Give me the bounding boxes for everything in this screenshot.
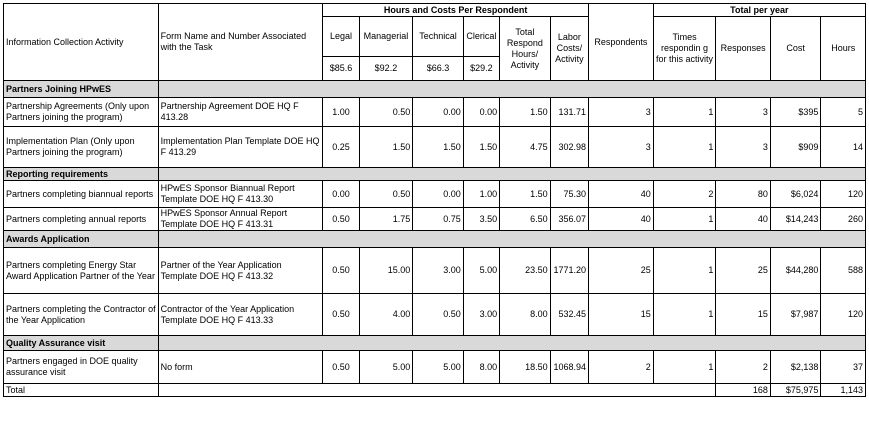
form-cell: HPwES Sponsor Biannual Report Template DOE HQ F 413.30	[158, 181, 323, 208]
hours-cell: 120	[821, 294, 866, 336]
section-row	[4, 336, 866, 351]
rate-managerial: $92.2	[359, 57, 413, 81]
technical-cell: 0.00	[413, 98, 464, 127]
responses-cell: 80	[716, 181, 771, 208]
managerial-cell: 1.50	[359, 127, 413, 168]
respondents-cell: 25	[589, 248, 654, 294]
activity-cell: Partners engaged in DOE quality assurance visit	[4, 351, 159, 384]
legal-cell: 0.50	[323, 351, 359, 384]
clerical-cell: 1.00	[463, 181, 499, 208]
respondents-cell: 40	[589, 208, 654, 231]
cost-cell: $6,024	[770, 181, 821, 208]
respondents-cell: 3	[589, 98, 654, 127]
cost-cell: $2,138	[770, 351, 821, 384]
table-row	[4, 98, 866, 127]
header-technical: Technical	[413, 17, 464, 57]
section-row	[4, 81, 866, 98]
header-total-hours: Total Respond Hours/ Activity	[500, 17, 551, 81]
total-hours-cell: 8.00	[500, 294, 551, 336]
total-hours-cell: 4.75	[500, 127, 551, 168]
table-row	[4, 351, 866, 384]
rate-technical: $66.3	[413, 57, 464, 81]
total-hours-cell: 18.50	[500, 351, 551, 384]
header-activity: Information Collection Activity	[4, 4, 159, 81]
section-title: Awards Application	[4, 231, 159, 248]
form-cell: HPwES Sponsor Annual Report Template DOE HQ F 413.31	[158, 208, 323, 231]
form-cell: Partner of the Year Application Template DOE HQ F 413.32	[158, 248, 323, 294]
responses-cell: 3	[716, 98, 771, 127]
section-title: Partners Joining HPwES	[4, 81, 159, 98]
section-fill	[158, 168, 865, 181]
legal-cell: 0.25	[323, 127, 359, 168]
section-title: Reporting requirements	[4, 168, 159, 181]
respondents-cell: 40	[589, 181, 654, 208]
activity-cell: Partnership Agreements (Only upon Partners joining the program)	[4, 98, 159, 127]
legal-cell: 0.50	[323, 294, 359, 336]
total-hours-cell: 6.50	[500, 208, 551, 231]
section-row	[4, 168, 866, 181]
total-hours-cell: 1.50	[500, 181, 551, 208]
hours-cell: 5	[821, 98, 866, 127]
technical-cell: 0.00	[413, 181, 464, 208]
total-gap	[158, 384, 716, 397]
legal-cell: 1.00	[323, 98, 359, 127]
responses-cell: 3	[716, 127, 771, 168]
cost-cell: $44,280	[770, 248, 821, 294]
hours-cell: 588	[821, 248, 866, 294]
technical-cell: 5.00	[413, 351, 464, 384]
responses-cell: 15	[716, 294, 771, 336]
header-labor-costs: Labor Costs/ Activity	[550, 17, 588, 81]
cost-cell: $7,987	[770, 294, 821, 336]
table-row	[4, 294, 866, 336]
times-cell: 1	[653, 351, 716, 384]
header-times: Times respondin g for this activity	[653, 17, 716, 81]
burden-table	[3, 3, 866, 397]
respondents-cell: 15	[589, 294, 654, 336]
table-row	[4, 208, 866, 231]
clerical-cell: 3.00	[463, 294, 499, 336]
times-cell: 1	[653, 98, 716, 127]
total-hours-cell: 23.50	[500, 248, 551, 294]
activity-cell: Implementation Plan (Only upon Partners joining the program)	[4, 127, 159, 168]
managerial-cell: 0.50	[359, 98, 413, 127]
times-cell: 2	[653, 181, 716, 208]
technical-cell: 0.50	[413, 294, 464, 336]
clerical-cell: 1.50	[463, 127, 499, 168]
table-row	[4, 127, 866, 168]
technical-cell: 1.50	[413, 127, 464, 168]
header-form: Form Name and Number Associated with the Task	[158, 4, 323, 81]
legal-cell: 0.50	[323, 208, 359, 231]
labor-costs-cell: 1068.94	[550, 351, 588, 384]
form-cell: No form	[158, 351, 323, 384]
hours-cell: 14	[821, 127, 866, 168]
section-fill	[158, 81, 865, 98]
activity-cell: Partners completing biannual reports	[4, 181, 159, 208]
rate-legal: $85.6	[323, 57, 359, 81]
activity-cell: Partners completing Energy Star Award Application Partner of the Year	[4, 248, 159, 294]
section-fill	[158, 336, 865, 351]
form-cell: Contractor of the Year Application Template DOE HQ F 413.33	[158, 294, 323, 336]
managerial-cell: 5.00	[359, 351, 413, 384]
header-per-respondent: Hours and Costs Per Respondent	[323, 4, 589, 17]
technical-cell: 0.75	[413, 208, 464, 231]
header-clerical: Clerical	[463, 17, 499, 57]
technical-cell: 3.00	[413, 248, 464, 294]
labor-costs-cell: 131.71	[550, 98, 588, 127]
total-responses: 168	[716, 384, 771, 397]
header-total-per-year: Total per year	[653, 4, 865, 17]
managerial-cell: 1.75	[359, 208, 413, 231]
labor-costs-cell: 356.07	[550, 208, 588, 231]
managerial-cell: 15.00	[359, 248, 413, 294]
respondents-cell: 3	[589, 127, 654, 168]
hours-cell: 260	[821, 208, 866, 231]
labor-costs-cell: 75.30	[550, 181, 588, 208]
labor-costs-cell: 1771.20	[550, 248, 588, 294]
form-cell: Partnership Agreement DOE HQ F 413.28	[158, 98, 323, 127]
rate-clerical: $29.2	[463, 57, 499, 81]
times-cell: 1	[653, 248, 716, 294]
total-hours-cell: 1.50	[500, 98, 551, 127]
total-row	[4, 384, 866, 397]
times-cell: 1	[653, 294, 716, 336]
cost-cell: $909	[770, 127, 821, 168]
section-row	[4, 231, 866, 248]
clerical-cell: 0.00	[463, 98, 499, 127]
responses-cell: 40	[716, 208, 771, 231]
cost-cell: $395	[770, 98, 821, 127]
header-cost: Cost	[770, 17, 821, 81]
header-respondents: Respondents	[589, 4, 654, 81]
total-hours: 1,143	[821, 384, 866, 397]
responses-cell: 2	[716, 351, 771, 384]
times-cell: 1	[653, 208, 716, 231]
clerical-cell: 3.50	[463, 208, 499, 231]
hours-cell: 120	[821, 181, 866, 208]
cost-cell: $14,243	[770, 208, 821, 231]
activity-cell: Partners completing the Contractor of the Year Application	[4, 294, 159, 336]
section-fill	[158, 231, 865, 248]
header-hours: Hours	[821, 17, 866, 81]
header-responses: Responses	[716, 17, 771, 81]
table-body	[4, 81, 866, 397]
respondents-cell: 2	[589, 351, 654, 384]
clerical-cell: 5.00	[463, 248, 499, 294]
times-cell: 1	[653, 127, 716, 168]
header-managerial: Managerial	[359, 17, 413, 57]
clerical-cell: 8.00	[463, 351, 499, 384]
table-row	[4, 181, 866, 208]
legal-cell: 0.00	[323, 181, 359, 208]
hours-cell: 37	[821, 351, 866, 384]
labor-costs-cell: 532.45	[550, 294, 588, 336]
managerial-cell: 4.00	[359, 294, 413, 336]
legal-cell: 0.50	[323, 248, 359, 294]
header-legal: Legal	[323, 17, 359, 57]
total-label: Total	[4, 384, 159, 397]
form-cell: Implementation Plan Template DOE HQ F 413.29	[158, 127, 323, 168]
labor-costs-cell: 302.98	[550, 127, 588, 168]
responses-cell: 25	[716, 248, 771, 294]
table-row	[4, 248, 866, 294]
section-title: Quality Assurance visit	[4, 336, 159, 351]
total-cost: $75,975	[770, 384, 821, 397]
managerial-cell: 0.50	[359, 181, 413, 208]
activity-cell: Partners completing annual reports	[4, 208, 159, 231]
